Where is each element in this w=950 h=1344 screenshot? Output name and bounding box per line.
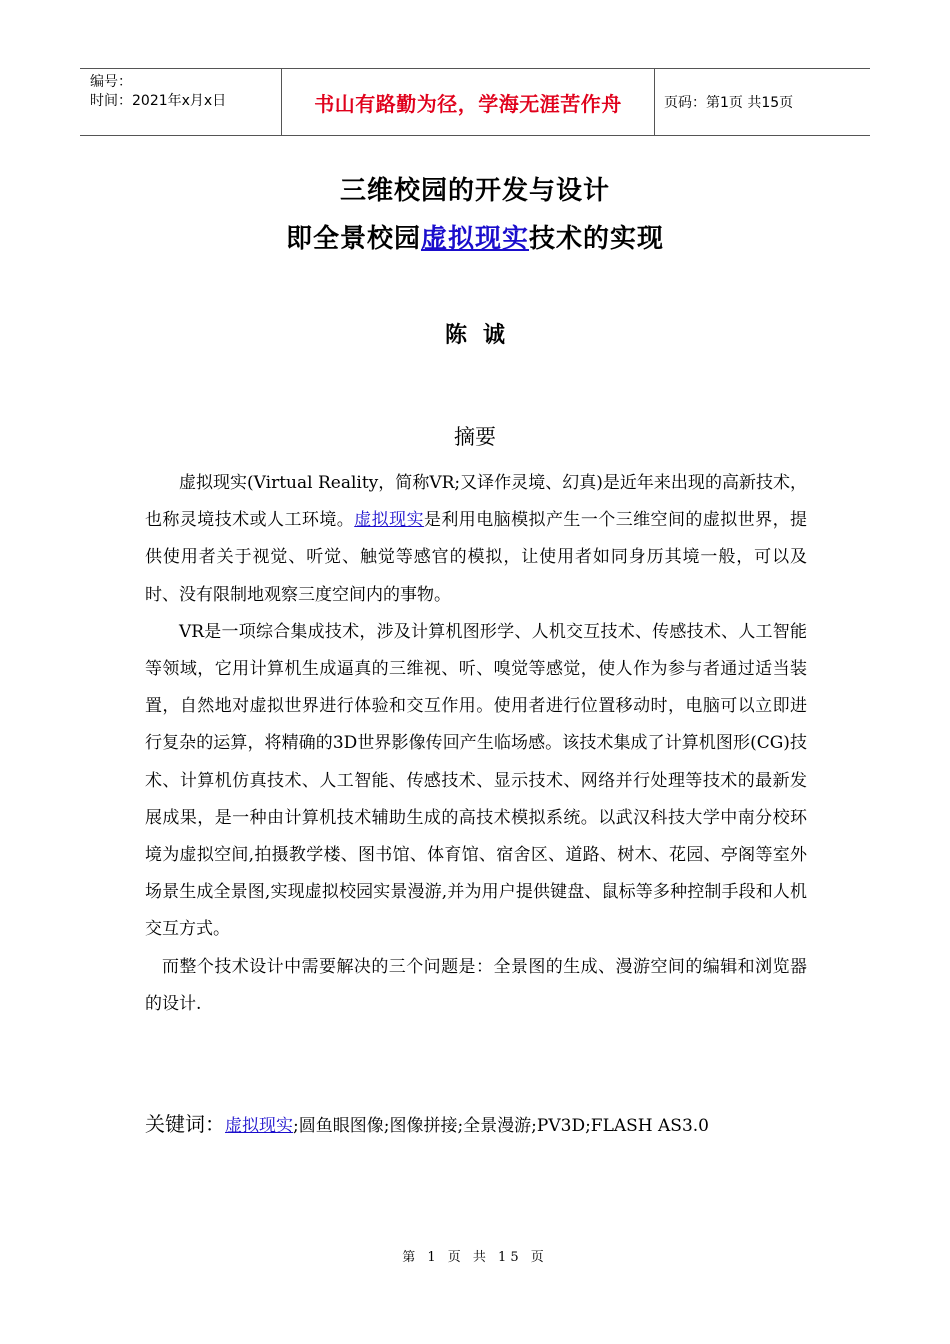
title-line-2-suffix: 技术的实现 [529,224,665,254]
title-vr-link[interactable]: 虚拟现实 [420,224,529,254]
keywords-line [145,1108,709,1137]
abstract-paragraph-2: VR是一项综合集成技术，涉及计算机图形学、人机交互技术、传感技术、人工智能等领域，它用计算机生成逼真的三维视、听、嗅觉等感觉，使人作为参与者通过适当装置，自然地对虚拟世界进行体验和交互作用。使用者进行位置移动时，电脑可以立即进行复杂的运算，将精确的3D世界影像传回产生临场感。该技术集成了计算机图形(CG)技术、计算机仿真技术、人工智能、传感技术、显示技术、网络并行处理等技术的最新发展成果，是一种由计算机技术辅助生成的高技术模拟系统。以武汉科技大学中南分校环境为虚拟空间,拍摄教学楼、图书馆、体育馆、宿舍区、道路、树木、花园、亭阁等室外场景生成全景图,实现虚拟校园实景漫游,并为用户提供键盘、鼠标等多种控制手段和人机交互方式。 [145,621,807,940]
header-time-label: 时间：2021年x月x日 [90,93,227,109]
paragraph-1-vr-link[interactable]: 虚拟现实 [354,510,424,531]
page-footer: 第 1 页 共 15 页 [402,1250,548,1265]
header-meta [90,73,226,111]
title-line-2 [0,218,950,255]
abstract-body [145,465,807,1023]
header-number-label: 编号： [90,74,132,90]
paragraph-1-text-a: 虚拟现实(Virtual Reality，简称VR;又译作灵境、幻真)是近年来出现的高新技术，也称灵境技术或人工环境。 [145,473,807,531]
author-name: 陈诚 [444,322,521,348]
keywords-rest: ;圆鱼眼图像;图像拼接;全景漫游;PV3D;FLASH AS3.0 [293,1116,709,1136]
keywords-vr-link[interactable]: 虚拟现实 [225,1116,293,1136]
abstract-heading: 摘要 [454,425,496,449]
abstract-paragraph-3: 而整个技术设计中需要解决的三个问题是：全景图的生成、漫游空间的编辑和浏览器的设计. [145,956,807,1014]
header-divider [654,69,655,135]
keywords-label: 关键词： [145,1112,225,1136]
title-line-1: 三维校园的开发与设计 [339,176,610,206]
header-motto: 书山有路勤为径，学海无涯苦作舟 [314,91,622,116]
abstract-paragraph-1 [145,465,807,614]
header-page-info: 页码：第1页 共15页 [664,95,794,111]
title-line-2-prefix: 即全景校园 [285,224,421,254]
document-header [80,68,870,136]
paragraph-1-text-b: 是利用电脑模拟产生一个三维空间的虚拟世界，提供使用者关于视觉、听觉、触觉等感官的模拟，让使用者如同身历其境一般，可以及时、没有限制地观察三度空间内的事物。 [145,510,808,605]
header-divider [281,69,282,135]
